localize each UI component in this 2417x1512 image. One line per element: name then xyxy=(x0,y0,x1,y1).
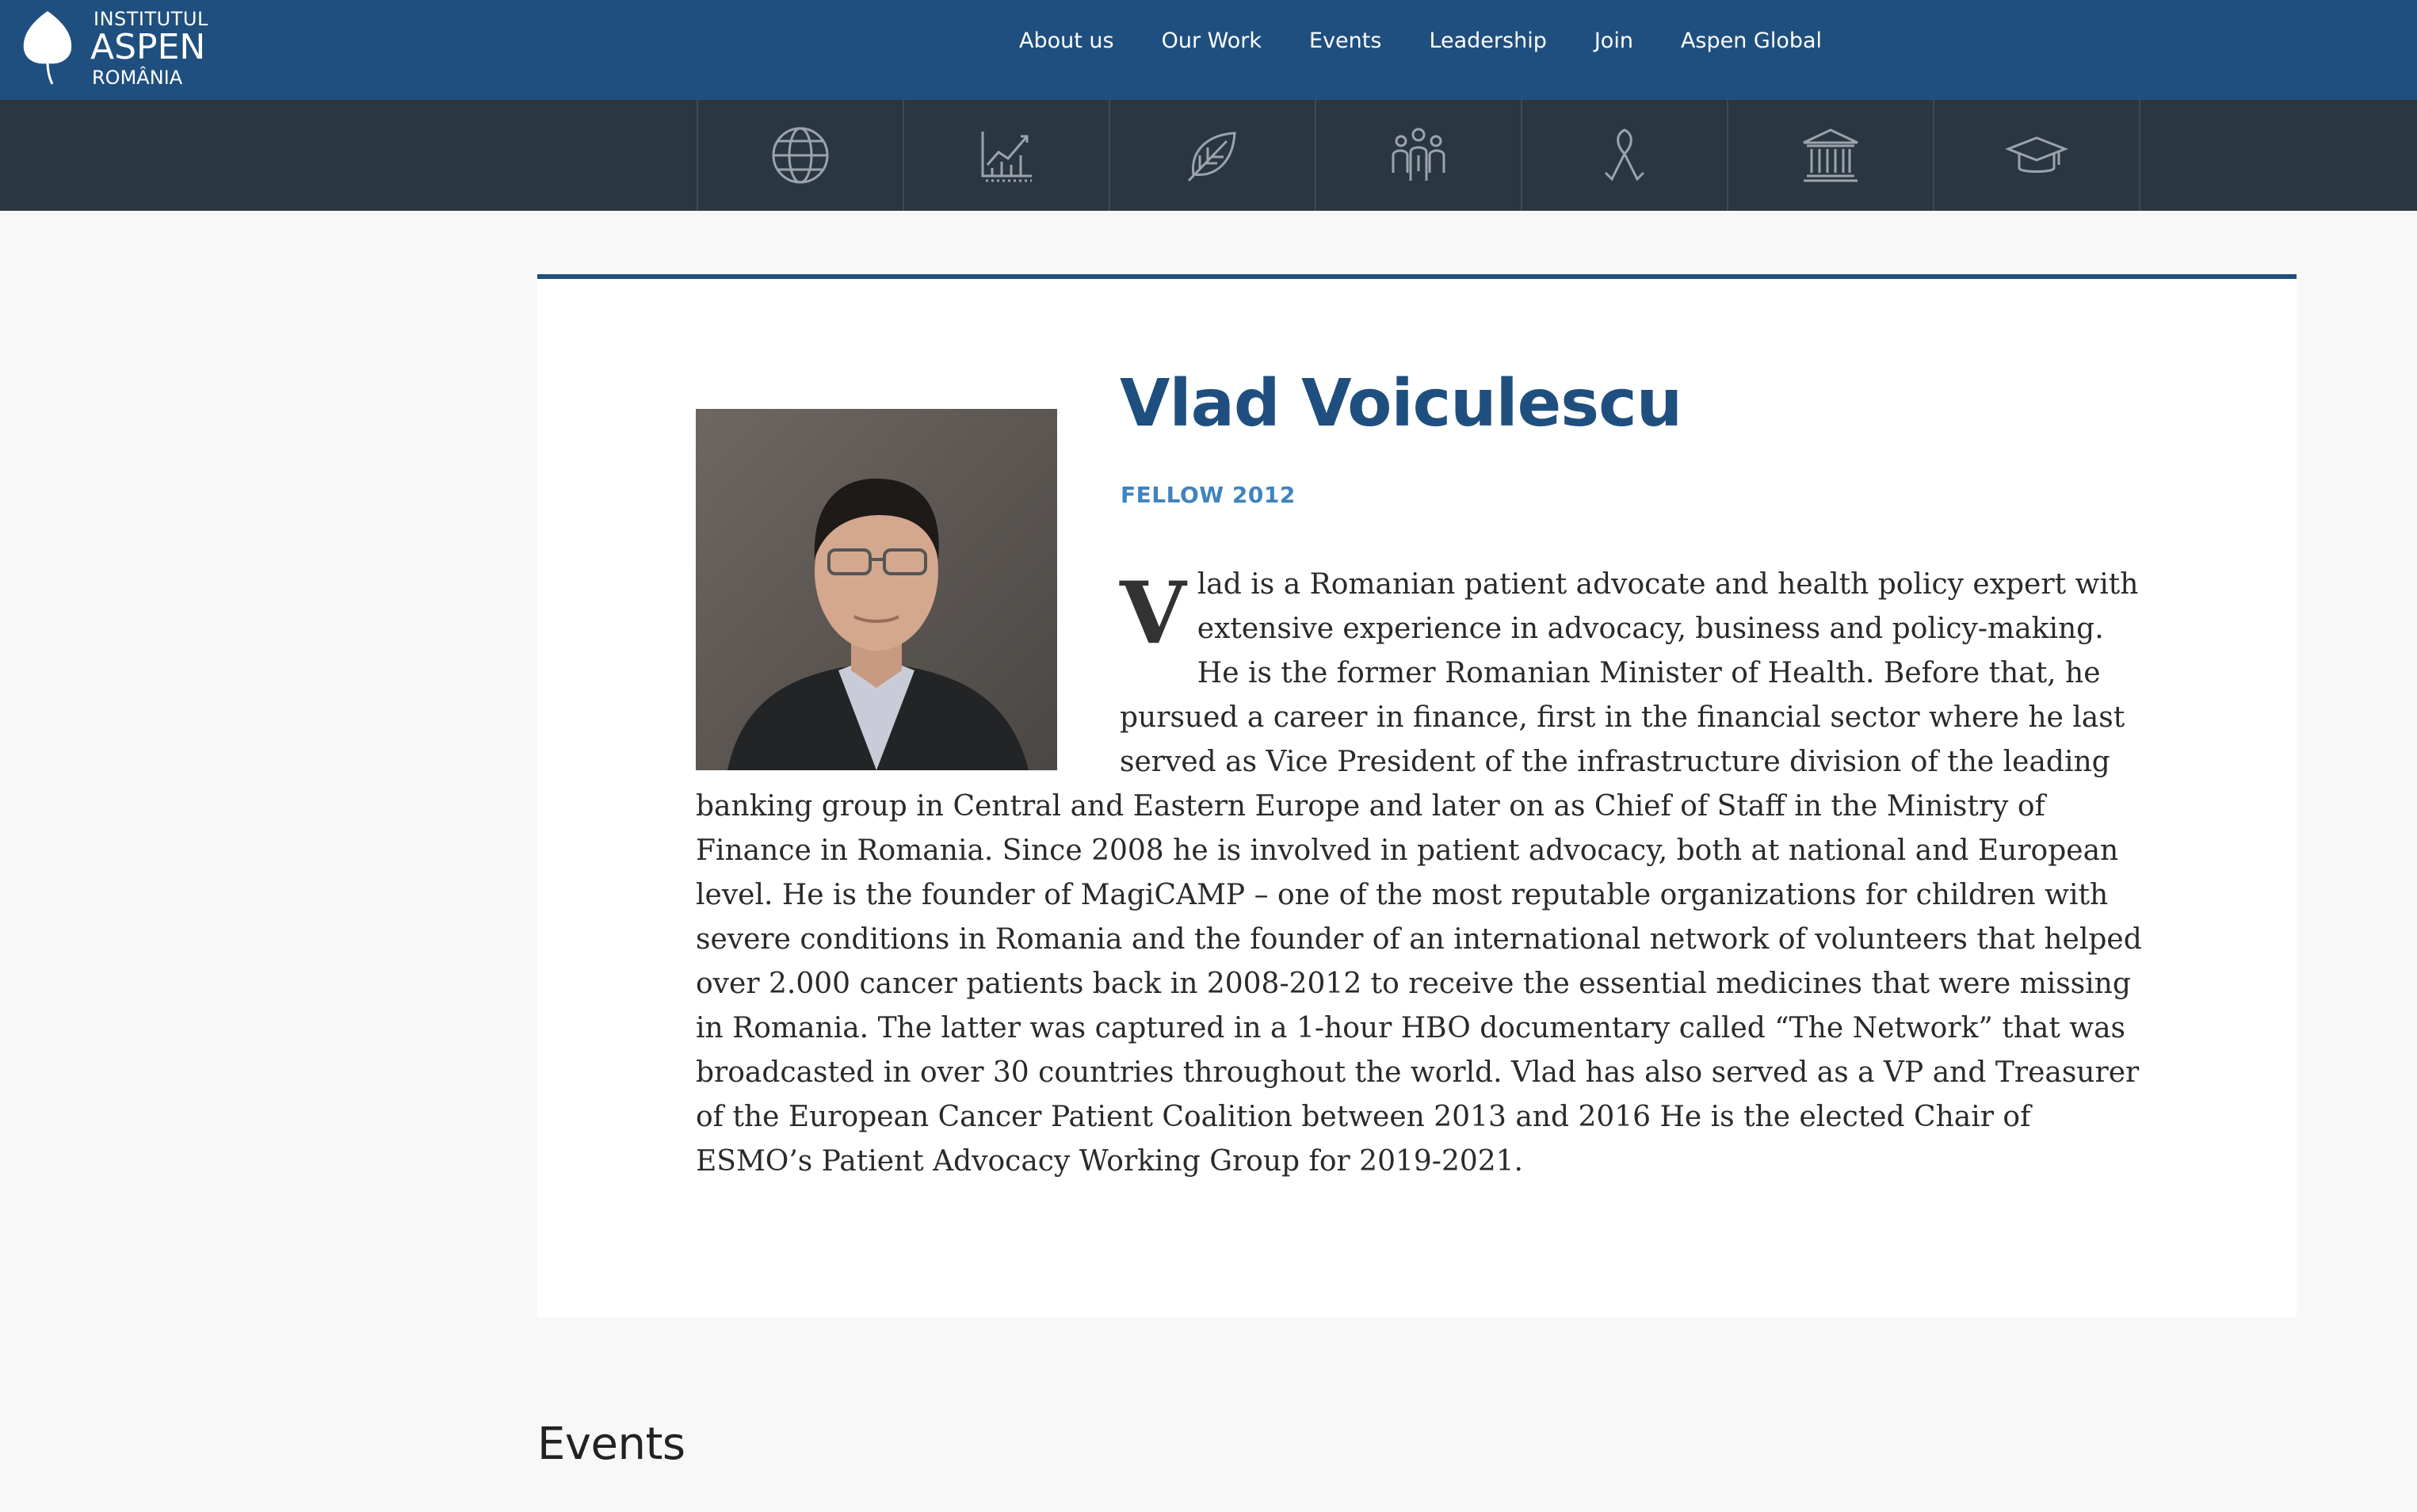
program-link-environment[interactable] xyxy=(1110,100,1316,211)
leaf-icon xyxy=(1181,124,1244,187)
site-header xyxy=(0,0,2417,100)
nav-our-work[interactable]: Our Work xyxy=(1161,29,1262,53)
events-heading: Events xyxy=(537,1418,685,1470)
fellow-year: FELLOW 2012 xyxy=(1121,482,1296,508)
program-link-globe[interactable] xyxy=(698,100,904,211)
people-group-icon xyxy=(1387,124,1450,187)
leaf-logo-icon xyxy=(21,8,74,86)
logo-text xyxy=(71,6,208,87)
institution-icon xyxy=(1799,124,1862,187)
bio-photo-spacer xyxy=(696,563,1120,777)
profile-bio xyxy=(696,563,2146,1184)
program-icon-bar xyxy=(0,100,2417,211)
nav-about-us[interactable]: About us xyxy=(1019,29,1114,53)
bio-text: lad is a Romanian patient advocate and health policy expert with extensive experience in advocacy, business and policy-making. He is the former Romanian Minister of Health. Before that, he pursued a career in finance, first in the financial sector where he last served as Vice President of the infrastructure division of the leading banking group in Central and Eastern Europe and later on as Chief of Staff in the Ministry of Finance in Romania. Since 2008 he is involved in patient advocacy, both at national and European level. He is the founder of MagiCAMP – one of the most reputable organizations for children with severe conditions in Romania and the founder of an international network of volunteers that helped over 2.000 cancer patients back in 2008-2012 to receive the essential medicines that were missing in Romania. The latter was captured in a 1-hour HBO documentary called “The Network” that was broadcasted in over 30 countries throughout the world. Vlad has also served as a VP and Treasurer of the European Cancer Patient Coalition between 2013 and 2016 He is the elected Chair of ESMO’s Patient Advocacy Working Group for 2019-2021. xyxy=(696,568,2142,1178)
nav-events[interactable]: Events xyxy=(1309,29,1382,53)
ribbon-icon xyxy=(1593,124,1656,187)
program-link-society[interactable] xyxy=(1316,100,1522,211)
nav-join[interactable]: Join xyxy=(1594,29,1633,53)
profile-name: Vlad Voiculescu xyxy=(1120,366,1682,441)
nav-leadership[interactable]: Leadership xyxy=(1429,29,1547,53)
globe-icon xyxy=(769,124,832,187)
program-link-health[interactable] xyxy=(1522,100,1728,211)
main-nav xyxy=(1019,29,1869,53)
aspen-logo[interactable] xyxy=(21,6,208,89)
nav-aspen-global[interactable]: Aspen Global xyxy=(1680,29,1823,53)
program-link-education[interactable] xyxy=(1934,100,2140,211)
logo-line-3: ROMÂNIA xyxy=(92,67,183,89)
logo-line-1: INSTITUTUL xyxy=(94,8,208,30)
logo-line-2: ASPEN xyxy=(90,27,206,67)
program-link-economy[interactable] xyxy=(904,100,1110,211)
profile-card xyxy=(537,274,2297,1317)
growth-chart-icon xyxy=(975,124,1038,187)
program-link-governance[interactable] xyxy=(1728,100,1934,211)
graduation-cap-icon xyxy=(2005,124,2068,187)
bio-drop-cap: V xyxy=(1120,563,1186,663)
